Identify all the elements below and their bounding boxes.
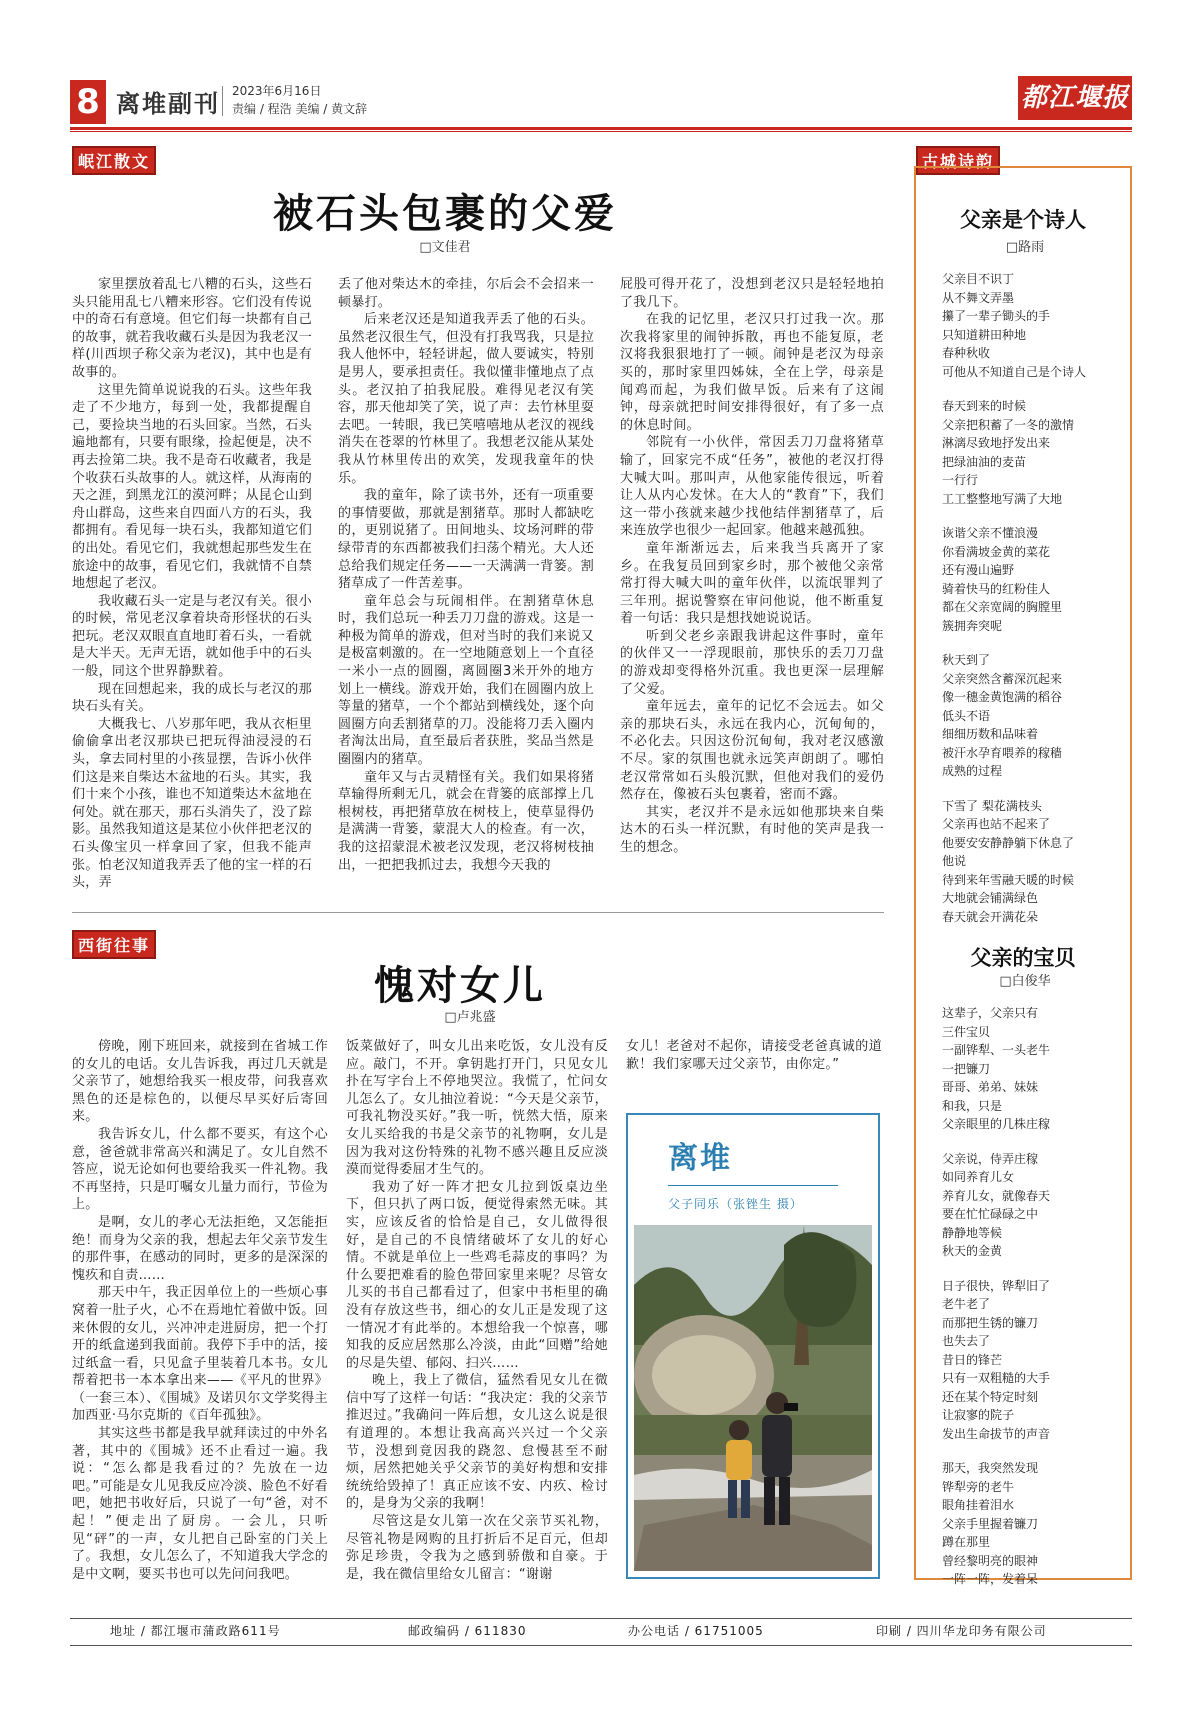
article2-column-1: [72, 1038, 328, 1594]
footer-address: 地址 / 都江堰市蒲政路611号: [110, 1624, 281, 1638]
poem-line: 骑着快马的红粉佳人: [942, 581, 1051, 596]
header-rule-thin: [70, 131, 1132, 132]
poem-line: 像一穗金黄饱满的稻谷: [942, 690, 1063, 704]
column-tag-xijie: 西街往事: [72, 930, 156, 959]
poem-line: 父亲手里握着镰刀: [942, 1516, 1039, 1531]
paragraph: 尽管这是女儿第一次在父亲节买礼物，尽管礼物是网购的且打折后不足百元，但却弥足珍贵，令我为之感到骄傲和自豪。于是，我在微信里给女儿留言：“谢谢: [346, 1514, 608, 1582]
poem-line: 父亲眼里的几株庄稼: [942, 1117, 1051, 1131]
poem2-author: □白俊华: [999, 974, 1051, 989]
column-tag-minjiang: 岷江散文: [72, 146, 156, 175]
article2-title: 愧对女儿: [374, 962, 546, 1009]
poem-line: 可他从不知道自己是个诗人: [942, 364, 1087, 379]
stanza-gap: [942, 1261, 1128, 1277]
paragraph: 童年渐渐远去，后来我当兵离开了家乡。在我复员回到家乡时，那个被他父亲常常打得大喊大叫的童年伙伴，以流氓罪判了三年刑。据说警察在审问他说，他不断重复着一句话：我只是想找她说说话。: [620, 540, 884, 627]
poem-line: 昔日的锋芒: [942, 1352, 1003, 1367]
paragraph: 童年远去，童年的记忆不会远去。如父亲的那块石头，永远在我内心，沉甸甸的，不必化去。只因这份沉甸甸，我对老汉感激不尽。家的氛围也就永远笑声朗朗了。哪怕老汉常常如石头般沉默，但他对我们的爱仍然存在，像被石头包裹着，密而不露。: [620, 699, 884, 803]
poem-line: 和我，只是: [942, 1098, 1003, 1113]
poem-line: 秋天到了: [942, 653, 991, 667]
paragraph: 我收藏石头一定是与老汉有关。很小的时候，常见老汉拿着块奇形怪状的石头把玩。老汉双眼直直地盯着石头，一看就是大半天。无声无语，就如他手中的石头一般，同这个世界静默着。: [72, 593, 312, 680]
paragraph: 傍晚，刚下班回来，就接到在省城工作的女儿的电话。女儿告诉我，再过几天就是父亲节了，她想给我买一根皮带，问我喜欢黑色的还是棕色的，以便尽早买好后寄回来。: [72, 1039, 328, 1125]
poem-line: 父亲突然含蓄深沉起来: [942, 671, 1063, 686]
poem-line: 诙谐父亲不懂浪漫: [942, 526, 1039, 540]
paragraph: 我劝了好一阵才把女儿拉到饭桌边坐下，但只扒了两口饭，便觉得索然无味。其实，应该反省的恰恰是自己，女儿做得很好，是自己的不良情绪破坏了女儿的好心情。不就是单位上一些鸡毛蒜皮的事吗？为什么要把难看的脸色带回家里来呢？尽管女儿买的书自己都看过了，但家中书柜里的确没有存放这些书，细心的女儿正是发现了这一情况才有此举的。本想给我一个惊喜，哪知我的反应居然那么冷淡，由此“回赠”给她的尽是失望、郁闷、扫兴……: [346, 1179, 608, 1371]
footer-postcode: 邮政编码 / 611830: [408, 1624, 527, 1638]
photo-title: 离堆: [668, 1141, 732, 1176]
paragraph: 女儿！老爸对不起你，请接受老爸真诚的道歉！我们家哪天过父亲节，由你定。”: [626, 1039, 882, 1072]
paragraph: 这里先简单说说我的石头。这些年我走了不少地方，每到一处，我都提醒自己，要捡块当地的石头回家。当然，石头遍地都有，只要有眼缘，捡起便是，决不再去捡第二块。我不是奇石收藏者，我是个收获石头故事的人。就这样，从海南的天之涯，到黑龙江的漠河畔；从昆仑山到舟山群岛，这些来自四面八方的石头，我都拥有。看见每一块石头，我都知道它们的出处。看见它们，我就想起那些发生在旅途中的故事，看见它们，我就情不自禁地想起了老汉。: [72, 382, 312, 592]
poem-line: 如同养育儿女: [942, 1170, 1015, 1184]
photo-caption: 父子同乐（张锉生 摄）: [668, 1197, 803, 1211]
poem-line: 哥哥、弟弟、妹妹: [942, 1080, 1039, 1094]
footer-printer: 印刷 / 四川华龙印务有限公司: [876, 1624, 1047, 1638]
poem-line: 春种秋收: [942, 346, 991, 360]
paragraph: 晚上，我上了微信，猛然看见女儿在微信中写了这样一句话：“我决定：我的父亲节推迟过。”我确问一阵后想，女儿这么说是很有道理的。本想让我高高兴兴过一个父亲节，没想到竟因我的跷忽、怠慢甚至不耐烦，居然把她关乎父亲节的美好构想和安排统统给毁掉了！真正应该不安、内疚、检讨的，是身为父亲的我啊！: [346, 1373, 608, 1512]
poem-line: 成熟的过程: [942, 764, 1003, 778]
stanza-gap: [942, 508, 1128, 524]
issue-date: 2023年6月16日: [232, 84, 322, 98]
poem-line: 让寂寥的院子: [942, 1408, 1015, 1422]
poem-line: 而那把生锈的镰刀: [942, 1315, 1039, 1330]
newspaper-logo: 都江堰报: [1018, 76, 1132, 120]
paragraph: 其实，老汉并不是永远如他那块来自柴达木的石头一样沉默，有时他的笑声是我一生的想念。: [620, 804, 884, 855]
section-title: 离堆副刊: [116, 90, 220, 118]
poem1-title: 父亲是个诗人: [960, 207, 1086, 232]
paragraph: 那天中午，我正因单位上的一些烦心事窝着一肚子火，心不在焉地忙着做中饭。回来休假的女儿，兴冲冲走进厨房，把一个打开的纸盒递到我面前。我停下手中的活，接过纸盒一看，只见盒子里装着几本书。女儿帮着把书一本本拿出来——《平凡的世界》（一套三本）、《围城》及诺贝尔文学奖得主加西亚·马尔克斯的《百年孤独》。: [72, 1285, 328, 1424]
paragraph: 我告诉女儿，什么都不要买，有这个心意，爸爸就非常高兴和满足了。女儿自然不答应，说无论如何也要给我买一件礼物。我不再坚持，只是叮嘱女儿量力而行，节俭为上。: [72, 1126, 328, 1213]
poem-line: 你看满坡金黄的菜花: [942, 544, 1051, 559]
poem-line: 一把镰刀: [942, 1061, 991, 1076]
poem1-author: □路雨: [1005, 240, 1045, 255]
poem-line: 发出生命拔节的声音: [942, 1426, 1051, 1441]
poem-line: 老牛老了: [942, 1297, 991, 1311]
poem-line: 淋漓尽致地抒发出来: [942, 436, 1051, 450]
stanza-gap: [942, 1443, 1128, 1459]
poem-line: 养育儿女，就像春天: [942, 1188, 1051, 1203]
poem-line: 细细历数和品味着: [942, 727, 1039, 741]
poem-line: 工工整整地写满了大地: [942, 491, 1063, 506]
poem-line: 日子很快，铧犁旧了: [942, 1278, 1051, 1293]
poem-line: 静静地等候: [942, 1225, 1003, 1240]
article1-column-2: [338, 276, 594, 902]
paragraph: 后来老汉还是知道我弄丢了他的石头。虽然老汉很生气，但没有打我骂我，只是拉我人他怀中，轻轻讲起，做人要诚实，特别是男人，要承担责任。我似懂非懂地点了点头。老汉拍了拍我屁股。难得见老汉有笑容，那天他却笑了笑，说了声：去竹林里耍去吧。一转眼，我已笑嘻嘻地从老汉的视线消失在苍翠的竹林里了。我想老汉能从某处我从竹林里传出的欢笑，发现我童年的快乐。: [338, 312, 594, 486]
poem2-title: 父亲的宝贝: [970, 945, 1076, 970]
poem-line: 三件宝贝: [942, 1024, 991, 1039]
poem-line: 那天，我突然发现: [942, 1461, 1039, 1475]
paragraph: 是啊，女儿的孝心无法拒绝，又怎能拒绝！而身为父亲的我，想起去年父亲节发生的那件事，在感动的同时，更多的是深深的愧疚和自责……: [72, 1214, 328, 1283]
paragraph: 童年又与古灵精怪有关。我们如果将猪草输得所剩无几，就会在背篓的底部撑上几根树枝，再把猪草放在树枝上，使草显得仍是满满一背篓，蒙混大人的检查。有一次，我的这招蒙混术被老汉发现，老汉将树枝抽出，一把把我抓过去，我想今天我的: [338, 769, 594, 873]
poem1-body: [942, 270, 1128, 926]
poem-line: 攥了一辈子锄头的手: [942, 309, 1051, 323]
poem-line: 春天到来的时候: [942, 399, 1027, 413]
article1-column-3: [620, 276, 884, 902]
footer-rule-bottom: [70, 1645, 1132, 1646]
poem-line: 他要安安静静躺下休息了: [942, 835, 1075, 850]
poem-line: 他说: [942, 854, 967, 868]
poem-line: 被汗水孕育喂养的稼穑: [942, 745, 1063, 760]
poem-line: 一阵一阵，发着呆: [942, 1572, 1039, 1586]
paragraph: 其实这些书都是我早就拜读过的中外名著，其中的《围城》还不止看过一遍。我说：“怎么都是我看过的？先放在一边吧。”可能是女儿见我反应冷淡、脸色不好看吧，她把书收好后，只说了一句“爸，对不起！”便走出了厨房。一会儿，只听见“砰”的一声，女儿把自己卧室的门关上了。我想，女儿怎么了，不知道我大学念的是中文啊，要买书也可以先问问我吧。: [72, 1426, 328, 1582]
poem-line: 只知道耕田种地: [942, 327, 1027, 342]
paragraph: 现在回想起来，我的成长与老汉的那块石头有关。: [72, 681, 312, 715]
column-tag-gucheng: 古城诗韵: [916, 146, 1000, 175]
poem-line: 待到来年雪融天暖的时候: [942, 872, 1075, 887]
stanza-gap: [942, 1134, 1128, 1150]
article2-column-3: [626, 1038, 882, 1108]
poem-line: 父亲目不识丁: [942, 272, 1015, 286]
poem-line: 父亲再也站不起来了: [942, 817, 1051, 831]
poem-line: 下雪了 梨花满枝头: [942, 798, 1042, 813]
poem-line: 低头不语: [942, 708, 991, 723]
header-divider: [222, 86, 223, 116]
poem-line: 簇拥奔突呢: [942, 618, 1003, 633]
poem-line: 春天就会开满花朵: [942, 909, 1039, 924]
poem2-body: [942, 1004, 1128, 1589]
paragraph: 屁股可得开花了，没想到老汉只是轻轻地拍了我几下。: [620, 277, 884, 310]
header-rule: [70, 127, 1132, 130]
stanza-gap: [942, 381, 1128, 397]
paragraph: 大概我七、八岁那年吧，我从衣柜里偷偷拿出老汉那块已把玩得油浸浸的石头，拿去同村里的小孩显摆，告诉小伙伴们这是来自柴达木盆地的石头。其实，我们十来个小孩，谁也不知道柴达木盆地在何处。就在那天，那石头消失了，没了踪影。虽然我知道这是某位小伙伴把老汉的石头像宝贝一样拿回了家，但我不能声张。怕老汉知道我弄丢了他的宝一样的石头，弄: [72, 716, 312, 891]
poem-line: 父亲把积蓄了一冬的激情: [942, 417, 1075, 432]
photo-title-rule: [668, 1185, 838, 1186]
stanza-gap: [942, 635, 1128, 651]
poem-line: 铧犁旁的老牛: [942, 1479, 1015, 1494]
poem-line: 一副铧犁、一头老牛: [942, 1043, 1051, 1057]
stanza-gap: [942, 781, 1128, 797]
father-son-photo: [634, 1225, 872, 1571]
editor-credits: 责编 / 程浩 美编 / 黄文辞: [232, 102, 368, 116]
poem-line: 只有一双粗糙的大手: [942, 1371, 1051, 1385]
poem-line: 这辈子，父亲只有: [942, 1006, 1039, 1020]
page-number: 8: [70, 80, 106, 124]
paragraph: 家里摆放着乱七八糟的石头，这些石头只能用乱七八糟来形容。它们没有传说中的奇石有意境。但它们每一块都有自己的故事，就若我收藏石头是因为我老汉一样(川西坝子称父亲为老汉)，其中也是有故事的。: [72, 277, 312, 380]
poem-line: 大地就会铺满绿色: [942, 891, 1039, 905]
paragraph: 饭菜做好了，叫女儿出来吃饭，女儿没有反应。敲门，不开。拿钥匙打开门，只见女儿扑在写字台上不停地哭泣。我慌了，忙问女儿怎么了。女儿抽泣着说：“今天是父亲节，可我礼物没买好。”我一听，恍然大悟，原来女儿买给我的书是父亲节的礼物啊，女儿是因为我对这份特殊的礼物不感兴趣且反应淡漠而觉得委屈才生气的。: [346, 1039, 608, 1178]
poem-line: 蹲在那里: [942, 1535, 991, 1549]
poem-line: 眼角挂着泪水: [942, 1498, 1015, 1512]
poem-line: 还在某个特定时刻: [942, 1389, 1039, 1404]
poem-line: 父亲说，侍弄庄稼: [942, 1151, 1039, 1166]
poem-line: 秋天的金黄: [942, 1244, 1003, 1258]
article-divider: [72, 912, 884, 913]
poem-line: 要在忙忙碌碌之中: [942, 1207, 1039, 1221]
paragraph: 我的童年，除了读书外，还有一项重要的事情要做，那就是割猪草。那时人都缺吃的，更别说猪了。田间地头、坟场河畔的带绿带青的东西都被我们扫荡个精光。大人还总给我们规定任务——一天满满一背篓。割猪草成了一件苦差事。: [338, 488, 594, 592]
footer-rule: [70, 1618, 1132, 1619]
paragraph: 邻院有一小伙伴，常因丢刀刀盘将猪草输了，回家完不成“任务”，被他的老汉打得大喊大叫。那叫声，从他家能传很远，听着让人从内心发怵。在大人的“教育”下，我们这一带小孩就来越少找他结伴割猪草了，后来连放学也很少一起回家。他越来越孤独。: [620, 435, 884, 539]
paragraph: 童年总会与玩闹相伴。在割猪草休息时，我们总玩一种丢刀刀盘的游戏。这是一种极为简单的游戏，但对当时的我们来说又是极富刺激的。在一空地随意划上一个直径一米小一点的圆圈，离圆圈3米开外的地方划上一横线。游戏开始，我们在圆圈内放上等量的猪草，一个个都站到横线处，逐个向圆圈方向丢割猪草的刀。没能将刀丢入圈内者淘汰出局，直至最后者获胜，奖品当然是圈圈内的猪草。: [338, 593, 594, 768]
article2-byline: □卢兆盛: [444, 1010, 496, 1025]
paragraph: 在我的记忆里，老汉只打过我一次。那次我将家里的闹钟拆散，再也不能复原，老汉将我狠狠地打了一顿。闹钟是老汉为母亲买的，那时家里四姊妹，全在上学，母亲是闻鸡而起，为我们做早饭。后来有了这闹钟，母亲就把时间安排得很好，有了多一点的休息时间。: [620, 312, 884, 433]
poem-line: 从不舞文弄墨: [942, 290, 1015, 305]
poem-line: 也失去了: [942, 1334, 991, 1348]
article1-title: 被石头包裹的父爱: [273, 190, 617, 237]
article1-byline: □文佳君: [419, 240, 471, 255]
paragraph: 听到父老乡亲跟我讲起这件事时，童年的伙伴又一一浮现眼前，那快乐的丢刀刀盘的游戏却变得格外沉重。我也更深一层理解了父爱。: [620, 628, 884, 697]
poem-line: 一行行: [942, 473, 979, 487]
footer-phone: 办公电话 / 61751005: [628, 1624, 764, 1638]
paragraph: 丢了他对柴达木的牵挂，尔后会不会招来一顿暴打。: [338, 277, 594, 310]
poem-line: 把绿油油的麦苗: [942, 454, 1027, 469]
article2-column-2: [346, 1038, 608, 1594]
photo-box: [626, 1113, 880, 1579]
article1-column-1: [72, 276, 312, 902]
poem-line: 都在父亲宽阔的胸膛里: [942, 600, 1063, 614]
poem-line: 曾经黎明亮的眼神: [942, 1553, 1039, 1568]
poem-line: 还有漫山遍野: [942, 563, 1015, 577]
